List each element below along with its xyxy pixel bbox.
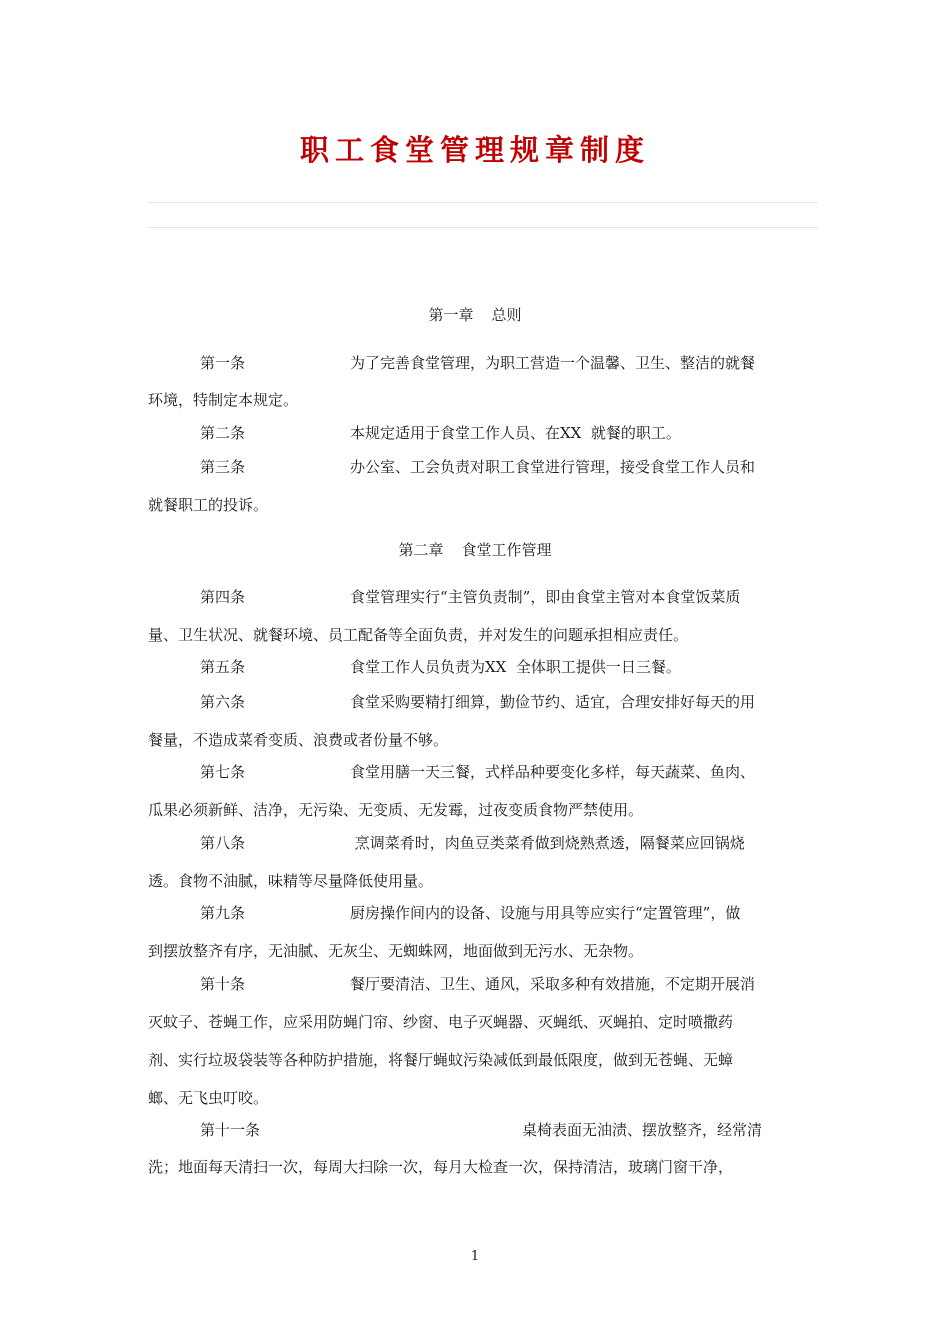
article-text: 洗；地面每天清扫一次，每周大扫除一次，每月大检查一次，保持清洁，玻璃门窗干净， (148, 1158, 734, 1176)
chapter-number: 第二章 (398, 541, 444, 559)
chapter-name: 总则 (491, 306, 522, 324)
article-text: 厨房操作间内的设备、设施与用具等应实行“定置管理”，做 (350, 904, 741, 922)
article-text: 灭蚊子、苍蝇工作，应采用防蝇门帘、纱窗、电子灭蝇器、灭蝇纸、灭蝇拍、定时喷撒药 (148, 1013, 734, 1031)
article (148, 762, 808, 819)
article-text: 为了完善食堂管理，为职工营造一个温馨、卫生、整洁的就餐 (350, 354, 756, 372)
article-label: 第四条 (200, 588, 246, 606)
article-text: 食堂用膳一天三餐，式样品种要变化多样，每天蔬菜、鱼肉、 (350, 763, 756, 781)
article (148, 353, 808, 409)
article-label: 第十一条 (200, 1121, 261, 1139)
article-text: 食堂工作人员负责为XX 全体职工提供一日三餐。 (350, 658, 681, 676)
chapter-number: 第一章 (428, 306, 474, 324)
article-text: 办公室、工会负责对职工食堂进行管理，接受食堂工作人员和 (350, 458, 756, 476)
article-text: 餐厅要清洁、卫生、通风，采取多种有效措施，不定期开展消 (350, 975, 756, 993)
article-label: 第一条 (200, 354, 246, 372)
article-text: 食堂管理实行“主管负责制”，即由食堂主管对本食堂饭菜质 (350, 588, 741, 606)
article (148, 833, 808, 890)
article-text: 食堂采购要精打细算，勤俭节约、适宜，合理安排好每天的用 (350, 693, 756, 711)
article (148, 457, 808, 514)
article-label: 第六条 (200, 693, 246, 711)
article-label: 第十条 (200, 975, 246, 993)
article (148, 1120, 808, 1176)
page-number: 1 (470, 1249, 480, 1264)
article-text: 剂、实行垃圾袋装等各种防护措施，将餐厅蝇蚊污染减低到最低限度，做到无苍蝇、无蟑 (148, 1051, 734, 1069)
article-label: 第五条 (200, 658, 246, 676)
article-text: 桌椅表面无油渍、摆放整齐，经常清 (522, 1121, 763, 1139)
chapter-heading (0, 540, 950, 560)
article-text: 本规定适用于食堂工作人员、在XX 就餐的职工。 (350, 424, 681, 442)
article-text: 螂、无飞虫叮咬。 (148, 1089, 269, 1107)
document-title: 职工食堂管理规章制度 (299, 133, 650, 167)
article-label: 第三条 (200, 458, 246, 476)
article (148, 657, 808, 677)
article-text: 量、卫生状况、就餐环境、员工配备等全面负责，并对发生的问题承担相应责任。 (148, 626, 689, 644)
divider-line (148, 227, 818, 228)
article (148, 692, 808, 749)
article-text: 到摆放整齐有序，无油腻、无灰尘、无蜘蛛网，地面做到无污水、无杂物。 (148, 942, 644, 960)
article-text: 环境，特制定本规定。 (148, 391, 299, 409)
article (148, 974, 808, 1107)
article-text: 透。食物不油腻，味精等尽量降低使用量。 (148, 872, 434, 890)
article-text: 瓜果必须新鲜、洁净，无污染、无变质、无发霉，过夜变质食物严禁使用。 (148, 801, 644, 819)
article-label: 第七条 (200, 763, 246, 781)
article-label: 第二条 (200, 424, 246, 442)
chapter-heading (0, 305, 950, 325)
article (148, 587, 808, 644)
article-text: 餐量，不造成菜肴变质、浪费或者份量不够。 (148, 731, 449, 749)
article-text: 就餐职工的投诉。 (148, 496, 269, 514)
article (148, 903, 808, 960)
divider-line (148, 202, 818, 203)
chapter-name: 食堂工作管理 (461, 541, 552, 559)
article (148, 423, 808, 443)
article-label: 第九条 (200, 904, 246, 922)
article-label: 第八条 (200, 834, 246, 852)
article-text: 烹调菜肴时，肉鱼豆类菜肴做到烧熟煮透，隔餐菜应回锅烧 (350, 834, 745, 852)
